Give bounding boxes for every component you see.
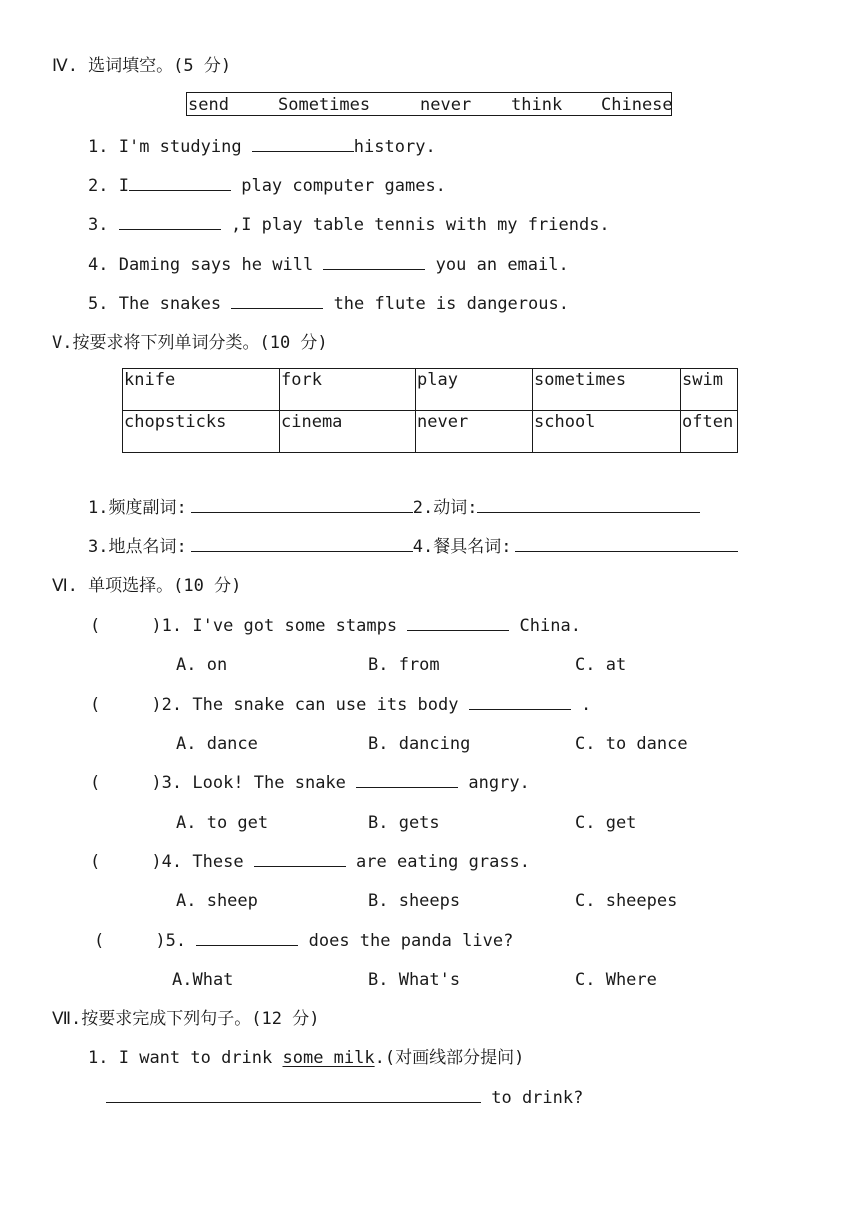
question-line (94, 930, 513, 952)
item-number: 1. (88, 1048, 109, 1068)
section-6-title: Ⅵ. 单项选择。(10 分) (52, 576, 242, 596)
answer-blank[interactable] (231, 293, 323, 309)
table-cell: swim (681, 369, 738, 411)
item-number: 1. (88, 137, 109, 157)
answer-blank[interactable] (356, 772, 458, 788)
category-label: 1.频度副词: (88, 498, 187, 518)
option-a[interactable]: A.What (172, 970, 234, 990)
answer-blank[interactable] (477, 497, 700, 513)
table-cell: sometimes (533, 369, 681, 411)
fill-item (88, 293, 569, 315)
item-text-after: ,I play table tennis with my friends. (220, 215, 610, 235)
fill-item (88, 214, 610, 236)
fill-item (88, 175, 446, 197)
table-row (123, 411, 738, 453)
item-text-before: The snakes (118, 294, 232, 314)
question-text-after: angry. (458, 773, 530, 793)
option-c[interactable]: C. at (575, 655, 627, 675)
item-text-after: the flute is dangerous. (323, 294, 569, 314)
classify-fill-row (88, 536, 738, 558)
option-a[interactable]: A. dance (176, 734, 258, 754)
table-cell: school (533, 411, 681, 453)
table-cell: chopsticks (123, 411, 280, 453)
option-b[interactable]: B. sheeps (368, 891, 461, 911)
option-a[interactable]: A. to get (176, 813, 269, 833)
question-line (90, 694, 591, 716)
underlined-phrase: some milk (282, 1048, 375, 1068)
question-text-after: are eating grass. (345, 852, 531, 872)
answer-blank[interactable] (191, 497, 413, 513)
answer-blank[interactable] (196, 930, 298, 946)
item-number: 3. (88, 215, 109, 235)
answer-blank[interactable] (323, 254, 425, 270)
category-label: 4.餐具名词: (412, 537, 512, 557)
option-b[interactable]: B. dancing (368, 734, 471, 754)
option-a[interactable]: A. on (176, 655, 228, 675)
answer-blank[interactable] (469, 694, 571, 710)
sentence-text-before: I want to drink (118, 1048, 283, 1068)
sentence-text-after: .(对画线部分提问) (374, 1048, 525, 1068)
item-number: 5. (88, 294, 109, 314)
section-7-title: Ⅶ.按要求完成下列句子。(12 分) (52, 1009, 320, 1029)
table-cell: never (416, 411, 533, 453)
table-cell: knife (123, 369, 280, 411)
question-line (90, 772, 530, 794)
question-text-before: These (192, 852, 254, 872)
question-text-after: . (570, 695, 592, 715)
section-5-title: V.按要求将下列单词分类。(10 分) (52, 333, 328, 353)
answer-blank[interactable] (129, 175, 231, 191)
question-text-after: does the panda live? (298, 931, 514, 951)
answer-blank[interactable] (515, 536, 738, 552)
answer-blank[interactable] (191, 536, 413, 552)
question-line (90, 615, 581, 637)
fill-item (88, 254, 569, 276)
answer-paren[interactable]: ( )1. (90, 616, 183, 636)
classify-fill-row (88, 497, 700, 519)
table-cell: fork (280, 369, 416, 411)
category-label: 3.地点名词: (88, 537, 187, 557)
option-b[interactable]: B. What's (368, 970, 461, 990)
option-c[interactable]: C. get (575, 813, 637, 833)
item-text-after: play computer games. (230, 176, 446, 196)
sentence-item (88, 1047, 524, 1069)
category-label: 2.动词: (412, 498, 478, 518)
answer-blank[interactable] (254, 851, 346, 867)
item-text-after: history. (353, 137, 436, 157)
answer-line (106, 1087, 583, 1109)
word-bank-box (186, 92, 672, 116)
item-text-before: I'm studying (118, 137, 252, 157)
answer-paren[interactable]: ( )3. (90, 773, 183, 793)
option-c[interactable]: C. to dance (575, 734, 688, 754)
word-bank-word: Chinese (601, 95, 673, 115)
word-bank-word: never (420, 95, 472, 115)
item-text-before: I (118, 176, 129, 196)
item-number: 4. (88, 255, 109, 275)
answer-blank[interactable] (407, 615, 509, 631)
question-text-after: China. (509, 616, 581, 636)
table-row (123, 369, 738, 411)
answer-paren[interactable]: ( )5. (94, 931, 187, 951)
question-line (90, 851, 530, 873)
answer-blank[interactable] (252, 136, 354, 152)
word-classification-table (122, 368, 738, 453)
table-cell: cinema (280, 411, 416, 453)
answer-text-after: to drink? (481, 1088, 584, 1108)
item-text-before: Daming says he will (118, 255, 324, 275)
question-text-before: The snake can use its body (192, 695, 469, 715)
word-bank-word: Sometimes (278, 95, 371, 115)
option-b[interactable]: B. from (368, 655, 440, 675)
word-bank-word: think (511, 95, 563, 115)
option-a[interactable]: A. sheep (176, 891, 258, 911)
option-c[interactable]: C. Where (575, 970, 657, 990)
answer-paren[interactable]: ( )4. (90, 852, 183, 872)
section-4-title: Ⅳ. 选词填空。(5 分) (52, 56, 232, 76)
table-cell: play (416, 369, 533, 411)
option-c[interactable]: C. sheepes (575, 891, 678, 911)
answer-paren[interactable]: ( )2. (90, 695, 183, 715)
question-text-before: Look! The snake (192, 773, 357, 793)
item-text-after: you an email. (425, 255, 569, 275)
item-number: 2. (88, 176, 109, 196)
question-text-before: I've got some stamps (192, 616, 408, 636)
option-b[interactable]: B. gets (368, 813, 440, 833)
word-bank-word: send (188, 95, 229, 115)
table-cell: often (681, 411, 738, 453)
answer-blank[interactable] (106, 1087, 481, 1103)
fill-item (88, 136, 436, 158)
answer-blank[interactable] (119, 214, 221, 230)
